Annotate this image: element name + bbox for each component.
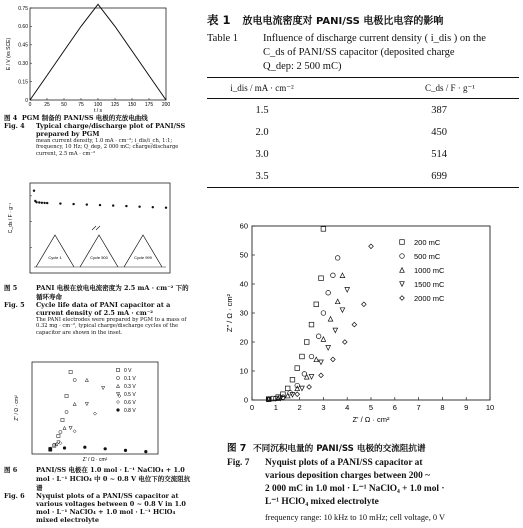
fig5-inset-label: Cycle 1 xyxy=(48,255,62,260)
fig4-xtick-label: 50 xyxy=(61,102,67,108)
fig7-data-point xyxy=(309,322,314,327)
fig7-data-point xyxy=(328,317,333,322)
fig6-data-point xyxy=(59,430,62,433)
fig7-data-point xyxy=(300,354,305,359)
fig6-data-point xyxy=(124,449,127,452)
fig4-ytick-label: 0.75 xyxy=(18,5,28,12)
table1-cell-idis: 2.0 xyxy=(255,126,269,138)
fig4-ylabel: E / V (vs SCE) xyxy=(6,37,12,71)
fig6-legend-marker xyxy=(116,400,119,403)
fig7-ylabel: Z" / Ω · cm² xyxy=(225,293,234,333)
fig6-cn-num: 图 6 xyxy=(4,466,18,474)
fig7-data-point xyxy=(321,337,326,342)
fig7-xtick-label: 3 xyxy=(321,403,326,412)
fig5-en-text: Cycle life data of PANI capacitor at a current density of 2.5 mA · cm⁻² xyxy=(36,301,171,317)
fig6-legend-marker xyxy=(116,408,119,411)
fig7-data-point xyxy=(326,290,331,295)
table1 xyxy=(207,12,519,188)
fig5-data-point xyxy=(112,204,114,206)
fig6-legend-label: 0.6 V xyxy=(124,399,136,406)
fig7-legend-label: 2000 mC xyxy=(414,293,445,303)
fig6-data-point xyxy=(104,447,107,450)
fig6-legend-marker xyxy=(116,392,119,395)
fig6-data-point xyxy=(57,434,60,437)
table1-cell-cds: 699 xyxy=(431,170,447,182)
fig6-data-point xyxy=(65,410,68,413)
fig5-en-num: Fig. 5 xyxy=(4,301,25,309)
table1-cell-idis: 3.0 xyxy=(255,148,269,160)
fig7-data-point xyxy=(307,385,312,390)
table1-grid xyxy=(207,77,519,188)
fig5-data-point xyxy=(165,207,167,209)
fig7-xtick-label: 0 xyxy=(249,403,255,412)
fig7-xtick-label: 6 xyxy=(392,403,397,412)
fig6-legend-label: 0.3 V xyxy=(124,383,136,390)
fig6-data-point xyxy=(144,450,147,453)
fig6-data-point xyxy=(63,446,66,449)
fig5-data-point xyxy=(33,190,35,192)
fig6-data-point xyxy=(73,378,76,381)
table1-header-cds: C_ds / F · g⁻¹ xyxy=(425,82,475,93)
fig4-ytick-label: 0.30 xyxy=(18,61,28,67)
fig5-inset-label: Cycle 500 xyxy=(90,255,108,260)
fig7-en-num: Fig. 7 xyxy=(227,458,250,468)
fig7-data-point xyxy=(319,276,324,281)
fig6-data-point xyxy=(61,418,64,421)
fig7-legend-label: 200 mC xyxy=(414,237,441,247)
table-row xyxy=(207,121,519,143)
fig4-en-text: Typical charge/discharge plot of PANI/SS prepared by PGM xyxy=(36,122,186,138)
fig6-legend-label: 0 V xyxy=(124,367,132,374)
fig4-xlabel: t / s xyxy=(93,108,103,114)
fig5-data-point xyxy=(125,205,127,207)
table1-header-idis: i_dis / mA · cm⁻² xyxy=(230,82,294,93)
fig5-data-point xyxy=(72,203,74,205)
fig6-legend-label: 0.8 V xyxy=(124,407,136,414)
fig5-caption xyxy=(4,283,194,336)
fig5-data-point xyxy=(152,206,154,208)
fig7-data-point xyxy=(304,375,309,380)
table1-cell-idis: 1.5 xyxy=(255,104,269,116)
fig7-xtick-label: 4 xyxy=(345,403,350,412)
fig4-xtick-label: 25 xyxy=(44,102,50,108)
fig6-data-point xyxy=(85,402,88,405)
fig6-data-point xyxy=(85,378,88,381)
fig5-inset-cycle xyxy=(124,235,162,267)
fig7-legend-label: 1000 mC xyxy=(414,265,445,275)
fig7-data-point xyxy=(362,302,367,307)
table1-cell-cds: 387 xyxy=(431,104,447,116)
fig7-data-point xyxy=(300,386,305,391)
table1-cell-cds: 514 xyxy=(431,148,447,160)
fig6-data-point xyxy=(93,412,96,415)
fig7-xtick-label: 10 xyxy=(485,403,495,412)
fig7-ytick-label: 0 xyxy=(243,395,248,405)
fig4-series-line xyxy=(30,4,166,100)
fig7-plot-frame xyxy=(252,226,490,400)
fig4-ytick-label: 0.45 xyxy=(18,42,28,49)
fig5-data-point xyxy=(138,206,140,208)
fig7-xtick-label: 9 xyxy=(464,403,469,412)
fig7-xtick-label: 5 xyxy=(368,403,374,412)
fig7-data-point xyxy=(314,302,319,307)
fig7-data-point xyxy=(331,273,336,278)
fig7-xlabel: Z' / Ω · cm² xyxy=(352,415,390,424)
fig4-ytick-label: 0 xyxy=(25,97,28,104)
fig7-data-point xyxy=(319,360,324,365)
fig4-ytick-label: 0.15 xyxy=(18,79,28,86)
fig6-legend-marker xyxy=(116,368,119,371)
fig7-cn-num: 图 7 xyxy=(227,443,247,454)
fig5-inset-cycle xyxy=(80,235,118,267)
fig7-legend-marker xyxy=(400,296,405,301)
fig5-ylabel: C_ds / F · g⁻¹ xyxy=(8,202,14,234)
fig6-legend-label: 0.1 V xyxy=(124,375,136,382)
fig7-data-point xyxy=(309,375,314,380)
fig4-xtick-label: 200 xyxy=(161,102,171,108)
fig7-ytick-label: 30 xyxy=(239,308,248,318)
table1-num: 表 1 xyxy=(207,13,231,27)
fig7-data-point xyxy=(340,308,345,313)
table1-en-line1: Influence of discharge current density ( i_dis ) on the xyxy=(263,33,486,44)
fig7-data-point xyxy=(352,322,357,327)
fig6-caption xyxy=(4,465,194,524)
fig6-data-point xyxy=(69,370,72,373)
fig5-note: The PANI electrodes were prepared by PGM to a mass of 0.32 mg · cm⁻², typical charge/discharge cycles of the capacitor are shown in the inset. xyxy=(36,317,187,336)
fig6-data-point xyxy=(63,426,66,429)
fig7-legend-marker xyxy=(400,240,405,245)
table1-title-cn xyxy=(207,12,519,28)
fig6-data-point xyxy=(83,446,86,449)
fig5-data-point xyxy=(86,203,88,205)
fig7-data-point xyxy=(285,393,290,398)
fig4-xtick-label: 150 xyxy=(127,102,137,108)
fig6-data-point xyxy=(65,394,68,397)
fig4-ytick-label: 0.60 xyxy=(18,24,28,31)
fig7-xtick-label: 2 xyxy=(297,403,302,412)
fig4-cn-num: 图 4 xyxy=(4,114,18,122)
fig7-data-point xyxy=(285,386,290,391)
fig5-data-point xyxy=(43,202,45,204)
fig5-inset-cycle xyxy=(36,235,74,267)
fig5-axis-break xyxy=(92,226,100,230)
fig7-xtick-label: 7 xyxy=(416,403,421,412)
fig4-xtick-label: 0 xyxy=(28,102,32,108)
fig5-data-point xyxy=(38,201,40,203)
fig7-en-line3: 2 000 mC in 1.0 mol · L⁻¹ NaClO₄ + 1.0 mol · xyxy=(265,484,445,494)
fig7-caption xyxy=(227,440,523,524)
fig4-note: mean current density, 1.0 mA · cm⁻²; i_dis/i_ch, 1:1; frequency, 10 Hz; Q_dep, 2 000 mC; charge/discharge current, 2.5 mA · cm⁻² xyxy=(36,138,179,157)
fig6-data-point xyxy=(49,448,52,451)
fig4-en-num: Fig. 4 xyxy=(4,122,25,130)
fig6-ylabel: Z" / Ω · cm² xyxy=(14,395,20,421)
fig7-ytick-label: 20 xyxy=(239,337,248,347)
fig5-cn-text: PANI 电极在放电电流密度为 2.5 mA · cm⁻² 下的循环寿命 xyxy=(36,284,189,301)
fig6-legend-marker xyxy=(116,384,119,387)
fig7-en-line2: various deposition charges between 200 ~ xyxy=(265,471,431,481)
fig7-data-point xyxy=(335,256,340,261)
fig7-legend-label: 500 mC xyxy=(414,251,441,261)
fig7-data-point xyxy=(343,340,348,345)
fig7-data-point xyxy=(319,373,324,378)
table1-en-num: Table 1 xyxy=(207,33,239,44)
table1-header-row xyxy=(207,78,519,99)
fig7-ytick-label: 50 xyxy=(239,250,248,260)
table1-en-line3: Q_dep: 2 500 mC) xyxy=(263,61,342,72)
table1-title-en xyxy=(207,33,519,72)
fig6-en-num: Fig. 6 xyxy=(4,492,25,500)
fig7-data-point xyxy=(309,354,314,359)
fig6-cn-text: PANI/SS 电极在 1.0 mol · L⁻¹ NaClO₄ + 1.0 mol · L⁻¹ HClO₄ 中 0 ~ 0.8 V 电位下的交流阻抗谱 xyxy=(36,466,191,492)
fig5-data-point xyxy=(41,202,43,204)
fig7-data-point xyxy=(369,244,374,249)
fig6-xlabel: Z' / Ω · cm² xyxy=(82,457,108,463)
fig7-data-point xyxy=(340,273,345,278)
fig7-data-point xyxy=(304,340,309,345)
table-row xyxy=(207,143,519,165)
fig7-data-point xyxy=(290,377,295,382)
fig7-legend-marker xyxy=(400,282,405,287)
fig4-xtick-label: 100 xyxy=(93,102,103,108)
fig7-data-point xyxy=(321,311,326,316)
fig7-legend-marker xyxy=(400,268,405,273)
fig7-cn-text: 不同沉积电量的 PANI/SS 电极的交流阻抗谱 xyxy=(253,444,426,454)
fig5-data-point xyxy=(46,202,48,204)
fig4-xtick-label: 125 xyxy=(110,102,120,108)
fig7-data-point xyxy=(314,357,319,362)
fig7-data-point xyxy=(295,366,300,371)
fig7-legend-label: 1500 mC xyxy=(414,279,445,289)
fig7-en-line4: L⁻¹ HClO₄ mixed electrolyte xyxy=(265,497,379,507)
fig7-data-point xyxy=(295,392,300,397)
fig4-caption xyxy=(4,113,194,157)
fig7-data-point xyxy=(316,334,321,339)
fig6-data-point xyxy=(73,402,76,405)
fig6-data-point xyxy=(102,386,105,389)
fig5-data-point xyxy=(99,204,101,206)
fig7-data-point xyxy=(321,227,326,232)
fig7-data-point xyxy=(326,346,331,351)
table1-rows xyxy=(207,99,519,187)
fig6-data-point xyxy=(73,430,76,433)
table-row xyxy=(207,165,519,187)
fig6-en-text: Nyquist plots of a PANI/SS capacitor at various voltages between 0 ~ 0.8 V in 1.0 mol · L⁻¹ NaClO₄ + 1.0 mol · L⁻¹ HClO₄ mixed electrolyte xyxy=(36,492,186,524)
fig6-legend-label: 0.5 V xyxy=(124,391,136,398)
fig4-cn-text: PGM 制备的 PANI/SS 电极的充放电曲线 xyxy=(21,114,148,122)
fig7-data-point xyxy=(345,288,350,293)
fig6-plot-frame xyxy=(32,362,158,454)
fig6-legend-marker xyxy=(116,376,119,379)
fig7-note: frequency range: 10 kHz to 10 mHz; cell voltage, 0 V xyxy=(265,513,446,522)
fig7-xtick-label: 1 xyxy=(273,403,278,412)
table1-en-line2: C_ds of PANI/SS capacitor (deposited charge xyxy=(263,47,455,58)
fig7-ytick-label: 40 xyxy=(239,279,248,289)
fig5-cn-num: 图 5 xyxy=(4,284,18,292)
fig4-xtick-label: 175 xyxy=(144,102,154,108)
fig7-legend-marker xyxy=(400,254,405,259)
fig7-data-point xyxy=(333,328,338,333)
fig7-data-point xyxy=(331,357,336,362)
fig5-inset-label: Cycle 999 xyxy=(134,255,152,260)
fig4-xtick-label: 75 xyxy=(78,102,84,108)
fig5-data-point xyxy=(35,201,37,203)
fig7-cn xyxy=(227,440,523,454)
table1-cell-cds: 450 xyxy=(431,126,447,138)
fig6-data-point xyxy=(69,426,72,429)
fig7-en-line1: Nyquist plots of a PANI/SS capacitor at xyxy=(265,458,423,468)
table1-cn: 放电电流密度对 PANI/SS 电极比电容的影响 xyxy=(242,16,444,27)
fig7-en xyxy=(227,457,523,524)
fig7-data-point xyxy=(335,299,340,304)
table-row xyxy=(207,99,519,121)
fig7-ytick-label: 60 xyxy=(239,221,248,231)
fig5-data-point xyxy=(59,202,61,204)
table1-cell-idis: 3.5 xyxy=(255,170,269,182)
fig7-ytick-label: 10 xyxy=(239,366,248,376)
fig4-plot-frame xyxy=(30,8,166,100)
fig7-xtick-label: 8 xyxy=(440,403,445,412)
